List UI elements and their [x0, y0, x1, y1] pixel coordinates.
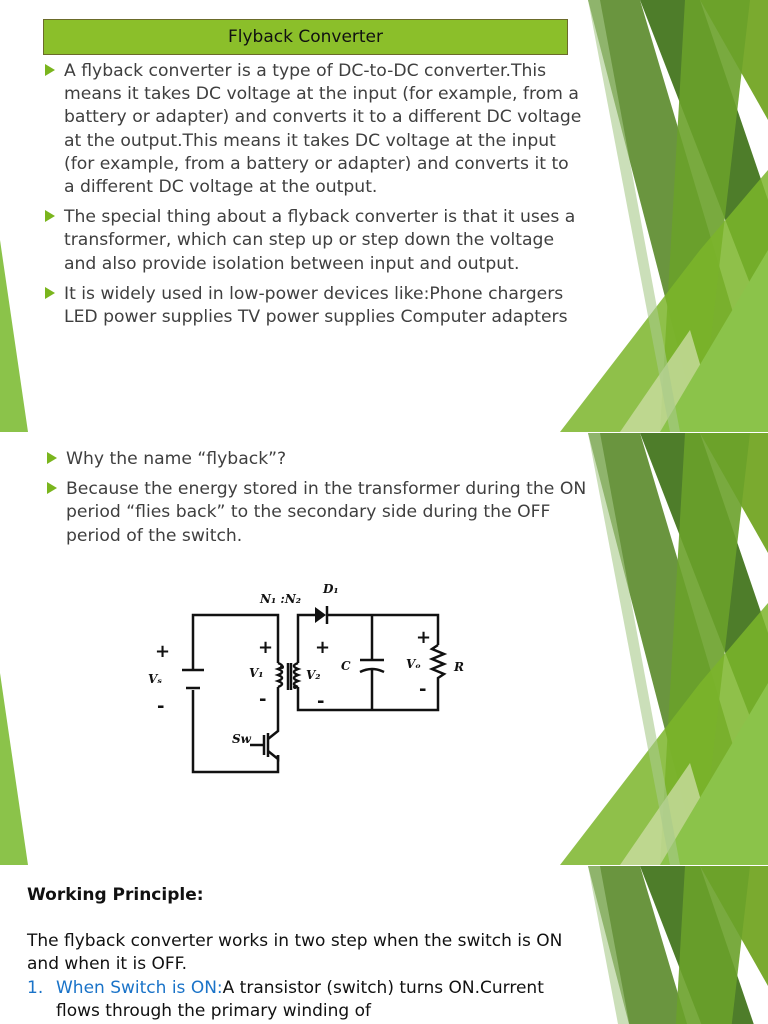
list-item: [27, 977, 567, 1023]
turns-ratio-label: N₁ :N₂: [260, 592, 302, 606]
source-minus-sign: -: [157, 696, 165, 717]
bullet-text: Why the name “flyback”?: [66, 449, 287, 469]
slide-1: [0, 0, 768, 432]
secondary-minus-sign: -: [317, 691, 325, 712]
secondary-voltage-label: V₂: [306, 668, 321, 682]
slide-3: [0, 866, 768, 1024]
list-item: [43, 60, 583, 199]
bullet-text: The special thing about a flyback converter is that it uses a transformer, which can step up or step down the voltage and also provide isolation between input and output.: [64, 207, 576, 274]
bullet-arrow-icon: [45, 287, 55, 299]
slide1-bullet-list: [43, 60, 583, 336]
slide-title: Flyback Converter: [43, 19, 568, 55]
item-number: 1.: [27, 977, 44, 998]
list-item: [45, 478, 590, 548]
item-text: A transistor (switch) turns ON.Current flows through the primary winding of: [56, 977, 544, 1021]
flyback-circuit-diagram: [140, 575, 480, 780]
source-plus-sign: +: [155, 641, 171, 662]
diode-label: D₁: [323, 582, 339, 596]
section-heading: Working Principle:: [27, 885, 204, 905]
list-item: [45, 448, 590, 471]
capacitor-label: C: [341, 659, 351, 673]
slide2-bullet-list: [45, 448, 590, 555]
output-plus-sign: +: [416, 627, 432, 648]
primary-minus-sign: -: [259, 689, 267, 710]
output-voltage-label: Vₒ: [406, 657, 421, 671]
working-principle-text: [27, 866, 567, 1023]
bullet-arrow-icon: [47, 452, 57, 464]
source-voltage-label: Vₛ: [148, 672, 163, 686]
bullet-text: A flyback converter is a type of DC-to-DC converter.This means it takes DC voltage at the input (for example, from a battery or adapter) and converts it to a different DC voltage at the output.This means it takes DC voltage at the input (for example, from a battery or adapter) and converts it to a different DC voltage at the output.: [64, 61, 582, 198]
secondary-plus-sign: +: [315, 637, 331, 658]
item-label: When Switch is ON:: [56, 977, 223, 998]
list-item: [43, 283, 583, 329]
bullet-text: Because the energy stored in the transformer during the ON period “flies back” to the secondary side during the OFF period of the switch.: [66, 479, 587, 546]
output-minus-sign: -: [419, 679, 427, 700]
bullet-arrow-icon: [47, 482, 57, 494]
primary-voltage-label: V₁: [249, 666, 264, 680]
switch-label: Sw: [232, 732, 251, 746]
list-item: [43, 206, 583, 276]
bullet-arrow-icon: [45, 64, 55, 76]
intro-paragraph: The flyback converter works in two step when the switch is ON and when it is OFF.: [27, 931, 563, 975]
bullet-text: It is widely used in low-power devices like:Phone chargers LED power supplies TV power supplies Computer adapters: [64, 283, 568, 328]
resistor-label: R: [454, 660, 464, 674]
bullet-arrow-icon: [45, 210, 55, 222]
primary-plus-sign: +: [258, 637, 274, 658]
